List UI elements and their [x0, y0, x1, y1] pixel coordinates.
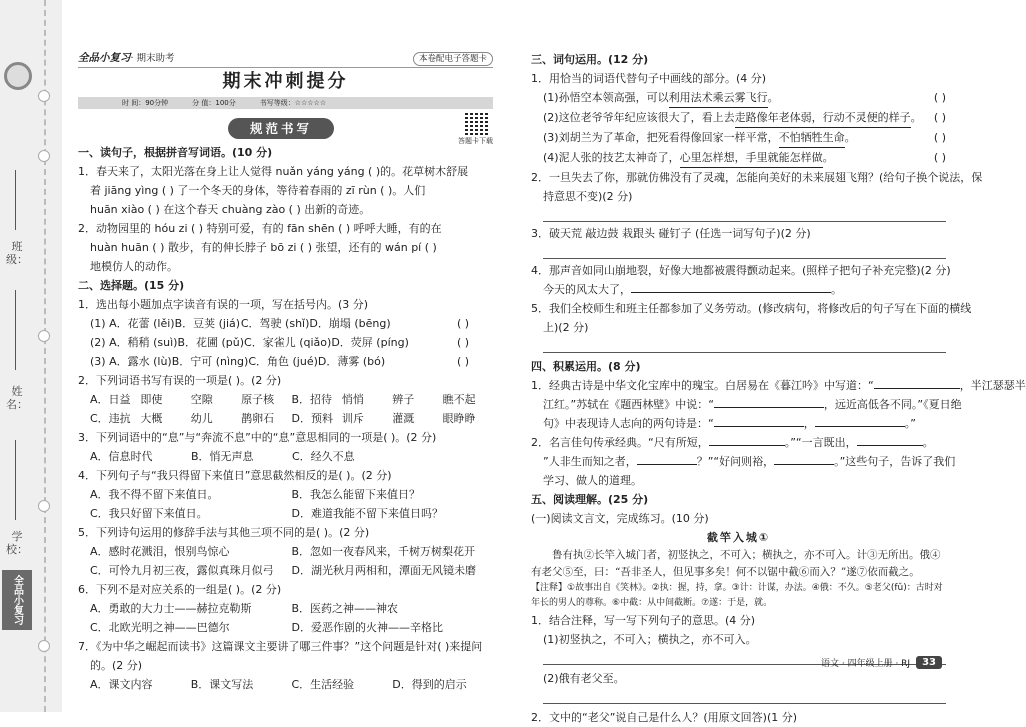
answer-blank[interactable]: [857, 434, 923, 446]
name-label: 姓名：: [6, 385, 28, 411]
page-header: [78, 50, 493, 68]
question-line: 2．名言佳句传承经典。“尺有所短， 。”“一言既出， 。: [531, 436, 934, 449]
cut-line: [44, 0, 46, 712]
answer-blank[interactable]: [815, 415, 905, 427]
question-line: 今天的风太大了， 。: [543, 283, 842, 296]
answer-paren[interactable]: ( ): [457, 336, 470, 349]
question-line: (1)初竖执之，不可入；横执之，亦不可入。: [543, 633, 757, 646]
exam-time: 时 间：90分钟: [122, 98, 169, 107]
medal-icon: [4, 62, 32, 90]
punch-hole: [38, 90, 50, 102]
qr-code[interactable]: [458, 111, 493, 146]
name-field-line[interactable]: [15, 290, 16, 370]
answer-paren[interactable]: ( ): [933, 111, 946, 124]
annotation-note: 【注释】①故事出自《笑林》。②执：握，持，拿。③计：计谋，办法。④俄：不久。⑤老父(fǔ)：古时对年长的男人的尊称。⑥中截：从中间截断。⑦遂：于是，就。: [531, 583, 943, 608]
question-line: (2)俄有老父至。: [543, 672, 625, 685]
question-line: 1．经典古诗是中华文化宝库中的瑰宝。白居易在《暮江吟》中写道：“ ，半江瑟瑟半: [531, 379, 1026, 392]
page-number: 33: [916, 656, 942, 669]
answer-blank[interactable]: [637, 453, 697, 465]
answer-blank[interactable]: [714, 415, 804, 427]
option-row: C．可怜九月初三夜，露似真珠月似弓 D．湖光秋月两相和，潭面无风镜未磨: [90, 564, 476, 577]
class-field-line[interactable]: [15, 170, 16, 230]
answer-line[interactable]: [543, 337, 946, 353]
school-field-line[interactable]: [15, 440, 16, 520]
section-heading: 四、积累运用。(8 分): [531, 360, 641, 373]
option-row: A．感时花溅泪，恨别鸟惊心 B．忽如一夜春风来，千树万树梨花开: [90, 545, 476, 558]
question-line: huān xiào ( ) 在这个春天 chuàng zào ( ) 出新的奇迹。: [90, 203, 371, 216]
question-line: 5．我们全校师生和班主任都参加了义务劳动。(修改病句，将修改后的句子写在下面的横线: [531, 302, 972, 315]
answer-paren[interactable]: ( ): [933, 151, 946, 164]
answer-paren[interactable]: ( ): [457, 355, 470, 368]
story-text: 鲁有执②长竿入城门者，初竖执之，不可入；横执之，亦不可入。计③无所出。俄④有老父⑤至，曰：“吾非圣人，但见事多矣！何不以锯中截⑥而入？”遂⑦依而截之。: [531, 549, 941, 578]
underlined-text: 走路像年老体弱，行动不灵便的样子: [735, 108, 911, 128]
option-row: (2) A．稍稍 (suì) B．花圃 (pǔ) C．家雀儿 (qiǎo) D．荧屏 (píng) ( ): [78, 333, 493, 352]
question-line: (3)刘胡兰为了革命，把死看得像回家一样平常，不怕牺牲生命。 ( ): [531, 128, 946, 148]
question-line: 地模仿人的动作。: [90, 260, 178, 273]
section-banner: 规范书写: [228, 118, 334, 139]
page-title: 期末冲刺提分: [222, 71, 349, 92]
option-row: C．北欧光明之神——巴德尔 D．爱恶作剧的火神——辛格比: [90, 621, 443, 634]
handwriting-grade: 书写等级：☆☆☆☆☆: [259, 98, 327, 107]
binding-strip: [0, 0, 62, 712]
question-line: 学习、做人的道理。: [543, 474, 642, 487]
brand-logo-vertical: 全品小复习: [2, 570, 32, 630]
class-label: 班级：: [6, 240, 28, 266]
question-line: 2．文中的“老父”说自己是什么人？(用原文回答)(1 分): [531, 711, 798, 724]
left-page: [78, 50, 493, 694]
question-line: 江红。”苏轼在《题西林壁》中说：“ ，远近高低各不同。”《夏日绝: [543, 398, 962, 411]
question-line: 着 jiāng yìng ( ) 了一个冬天的身体，等待着春雨的 zī rùn ( )。人们: [90, 184, 426, 197]
answer-line[interactable]: [543, 688, 946, 704]
right-page: [531, 50, 1026, 727]
underlined-text: 心里怎样想，手里就能怎样做: [680, 148, 823, 168]
answer-blank[interactable]: [714, 396, 824, 408]
option-row: C．违抗 大概 幼儿 鹊卵石 D．预料 训斥 灌溉 眼睁睁: [90, 412, 476, 425]
exam-info-bar: [78, 97, 493, 109]
qr-label: 答题卡下载: [458, 136, 493, 145]
underlined-text: 不怕牺牲生命: [779, 128, 845, 148]
exam-score: 分 值：100分: [192, 98, 236, 107]
question-line: 上)(2 分): [543, 321, 589, 334]
question-line: (4)泥人张的技艺太神奇了，心里怎样想，手里就能怎样做。 ( ): [531, 148, 946, 168]
option-row: A．信息时代 B．悄无声息 C．经久不息: [90, 450, 355, 463]
question-line: huàn huān ( ) 散步，有的伸长脖子 bō zi ( ) 张望，还有的 wán pí ( ): [90, 241, 437, 254]
option-row: A．课文内容 B．课文写法 C．生活经验 D．得到的启示: [90, 678, 467, 691]
answer-card-tag: 本卷配电子答题卡: [413, 52, 493, 66]
answer-paren[interactable]: ( ): [933, 91, 946, 104]
question-line: (1)孙悟空本领高强，可以利用法术乘云雾飞行。 ( ): [531, 88, 946, 108]
question-line: 3．破天荒 敲边鼓 栽跟头 碰钉子 (任选一词写句子)(2 分): [531, 227, 811, 240]
question-line: ”人非生而知之者， ？”“好问则裕， 。”这些句子，告诉了我们: [543, 455, 956, 468]
option-row: (3) A．露水 (lù) B．宁可 (nìng) C．角色 (jué) D．薄雾 (bó) ( ): [78, 352, 493, 371]
question-line: 1．用恰当的词语代替句子中画线的部分。(4 分): [531, 72, 767, 85]
question-line: 5．下列诗句运用的修辞手法与其他三项不同的是( )。(2 分): [78, 526, 370, 539]
option-row: A．勇敢的大力士——赫拉克勒斯 B．医药之神——神农: [90, 602, 399, 615]
question-line: 1．选出每小题加点字读音有误的一项，写在括号内。(3 分): [78, 298, 369, 311]
punch-hole: [38, 500, 50, 512]
footer-subject: 语文 · 四年级上册 · RJ: [821, 659, 911, 669]
answer-blank[interactable]: [774, 453, 834, 465]
question-line: 4．下列句子与“我只得留下来值日”意思截然相反的是( )。(2 分): [78, 469, 392, 482]
question-line: 2．一旦失去了你，那就仿佛没有了灵魂，怎能向美好的未来展翅飞翔？(给句子换个说法，保: [531, 171, 983, 184]
question-line: 1．结合注释，写一写下列句子的意思。(4 分): [531, 614, 756, 627]
school-label: 学校：: [6, 530, 28, 556]
section-heading: 一、读句子，根据拼音写词语。(10 分): [78, 146, 273, 159]
header-sub: · 期末助考: [130, 53, 175, 64]
punch-hole: [38, 330, 50, 342]
option-row: A．日益 即使 空隙 原子核 B．招待 悄悄 辨子 瞧不起: [90, 393, 476, 406]
answer-blank[interactable]: [631, 281, 831, 293]
question-line: 持意思不变)(2 分): [543, 190, 633, 203]
question-line: 2．动物园里的 hóu zi ( ) 特别可爱，有的 fān shēn ( ) 呼呼大睡，有的在: [78, 222, 442, 235]
answer-paren[interactable]: ( ): [457, 317, 470, 330]
answer-blank[interactable]: [709, 434, 785, 446]
answer-blank[interactable]: [874, 377, 960, 389]
answer-line[interactable]: [543, 243, 946, 259]
question-line: 7．《为中华之崛起而读书》这篇课文主要讲了哪三件事？”这个问题是针对( )来提问: [78, 640, 483, 653]
punch-hole: [38, 640, 50, 652]
question-line: 3．下列词语中的“息”与“奔流不息”中的“息”意思相同的一项是( )。(2 分): [78, 431, 437, 444]
question-line: 句》中表现诗人志向的两句诗是：“ ， 。”: [543, 417, 916, 430]
answer-line[interactable]: [543, 206, 946, 222]
punch-hole: [38, 150, 50, 162]
question-line: (一)阅读文言文，完成练习。(10 分): [531, 512, 709, 525]
underlined-text: 利用法术乘云雾飞行: [669, 88, 768, 108]
question-line: (2)这位老爷爷年纪应该很大了，看上去走路像年老体弱，行动不灵便的样子。 ( ): [531, 108, 946, 128]
answer-paren[interactable]: ( ): [933, 131, 946, 144]
section-heading: 二、选择题。(15 分): [78, 279, 185, 292]
section-heading: 三、词句运用。(12 分): [531, 53, 649, 66]
question-line: 6．下列不是对应关系的一组是( )。(2 分): [78, 583, 282, 596]
story-title: 截竿入城①: [706, 531, 771, 544]
brand-logo: 全品小复习: [78, 52, 131, 64]
qr-icon: [463, 111, 489, 137]
option-row: C．我只好留下来值日。 D．难道我能不留下来值日吗？: [90, 507, 443, 520]
option-row: (1) A．花蕾 (lěi) B．豆荚 (jiá) C．驾驶 (shǐ) D．崩塌 (bēng) ( ): [78, 314, 493, 333]
question-line: 2．下列词语书写有误的一项是( )。(2 分): [78, 374, 282, 387]
question-line: 的。(2 分): [90, 659, 143, 672]
question-line: 4．那声音如同山崩地裂，好像大地都被震得颤动起来。(照样子把句子补充完整)(2 分): [531, 264, 951, 277]
option-row: A．我不得不留下来值日。 B．我怎么能留下来值日？: [90, 488, 421, 501]
page-footer: [821, 656, 942, 669]
question-line: 1．春天来了，太阳光落在身上让人觉得 nuǎn yáng yáng ( )的。花草树木舒展: [78, 165, 469, 178]
section-heading: 五、阅读理解。(25 分): [531, 493, 649, 506]
